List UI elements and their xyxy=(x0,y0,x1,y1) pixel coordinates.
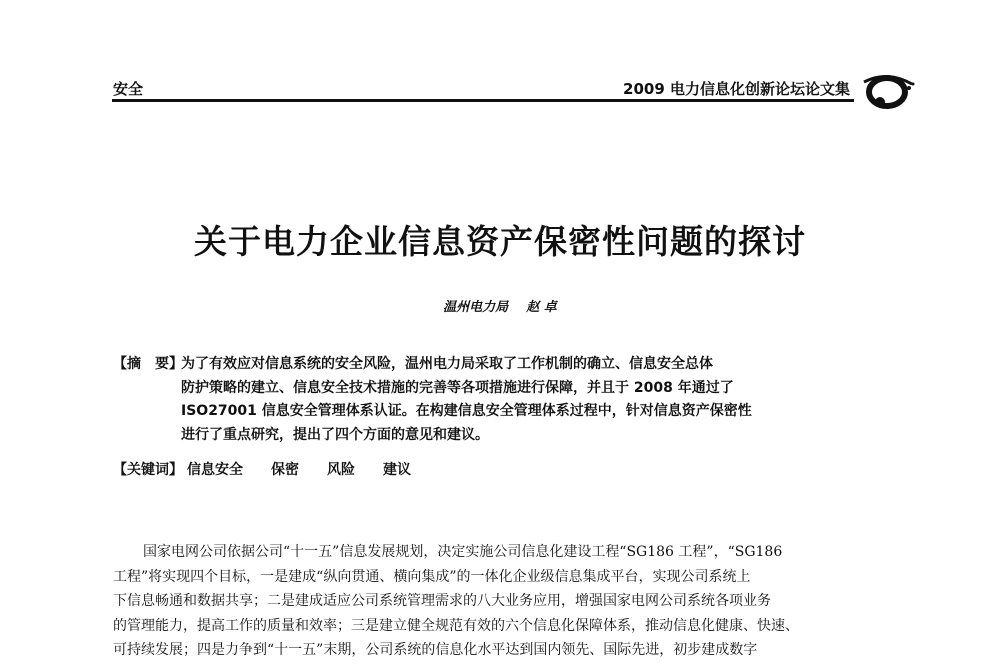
keyword: 信息安全 xyxy=(187,462,243,478)
abstract-line: 为了有效应对信息系统的安全风险，温州电力局采取了工作机制的确立、信息安全总体 xyxy=(181,356,713,372)
running-header-section: 安全 xyxy=(113,80,144,98)
keyword: 建议 xyxy=(383,462,411,478)
abstract-line: ISO27001 信息安全管理体系认证。在构建信息安全管理体系过程中，针对信息资产保密性 xyxy=(181,403,752,419)
header-rule xyxy=(112,99,854,102)
keywords-label: 【关键词】 xyxy=(113,462,183,478)
body-line: 可持续发展；四是力争到“十一五”末期，公司系统的信息化水平达到国内领先、国际先进，初步建成数字 xyxy=(113,642,758,658)
abstract-line: 进行了重点研究，提出了四个方面的意见和建议。 xyxy=(181,426,489,443)
abstract-label: 【摘 要】 xyxy=(113,356,183,372)
body-paragraph xyxy=(113,540,913,663)
body-line: 的管理能力，提高工作的质量和效率；三是建立健全规范有效的六个信息化保障体系，推动信息化健康、快速、 xyxy=(113,617,799,634)
running-header-journal: 2009 电力信息化创新论坛论文集 xyxy=(623,80,850,98)
abstract-line: 防护策略的建立、信息安全技术措施的完善等各项措施进行保障，并且于 2008 年通过了 xyxy=(181,379,734,396)
body-line: 工程”将实现四个目标，一是建成“纵向贯通、横向集成”的一体化企业级信息集成平台，实现公司系统上 xyxy=(113,568,751,585)
body-line: 国家电网公司依据公司“十一五”信息发展规划，决定实施公司信息化建设工程“SG186 工程”，“SG186 xyxy=(143,544,783,560)
abstract-text xyxy=(181,353,881,447)
body-line: 下信息畅通和数据共享；二是建成适应公司系统管理需求的八大业务应用，增强国家电网公司系统各项业务 xyxy=(113,593,771,609)
keyword: 保密 xyxy=(271,462,299,478)
keywords xyxy=(113,459,439,479)
journal-logo-icon xyxy=(860,68,918,114)
author-line: 温州电力局 赵 卓 xyxy=(443,300,557,315)
keyword: 风险 xyxy=(327,462,355,478)
paper-title: 关于电力企业信息资产保密性问题的探讨 xyxy=(194,222,806,261)
